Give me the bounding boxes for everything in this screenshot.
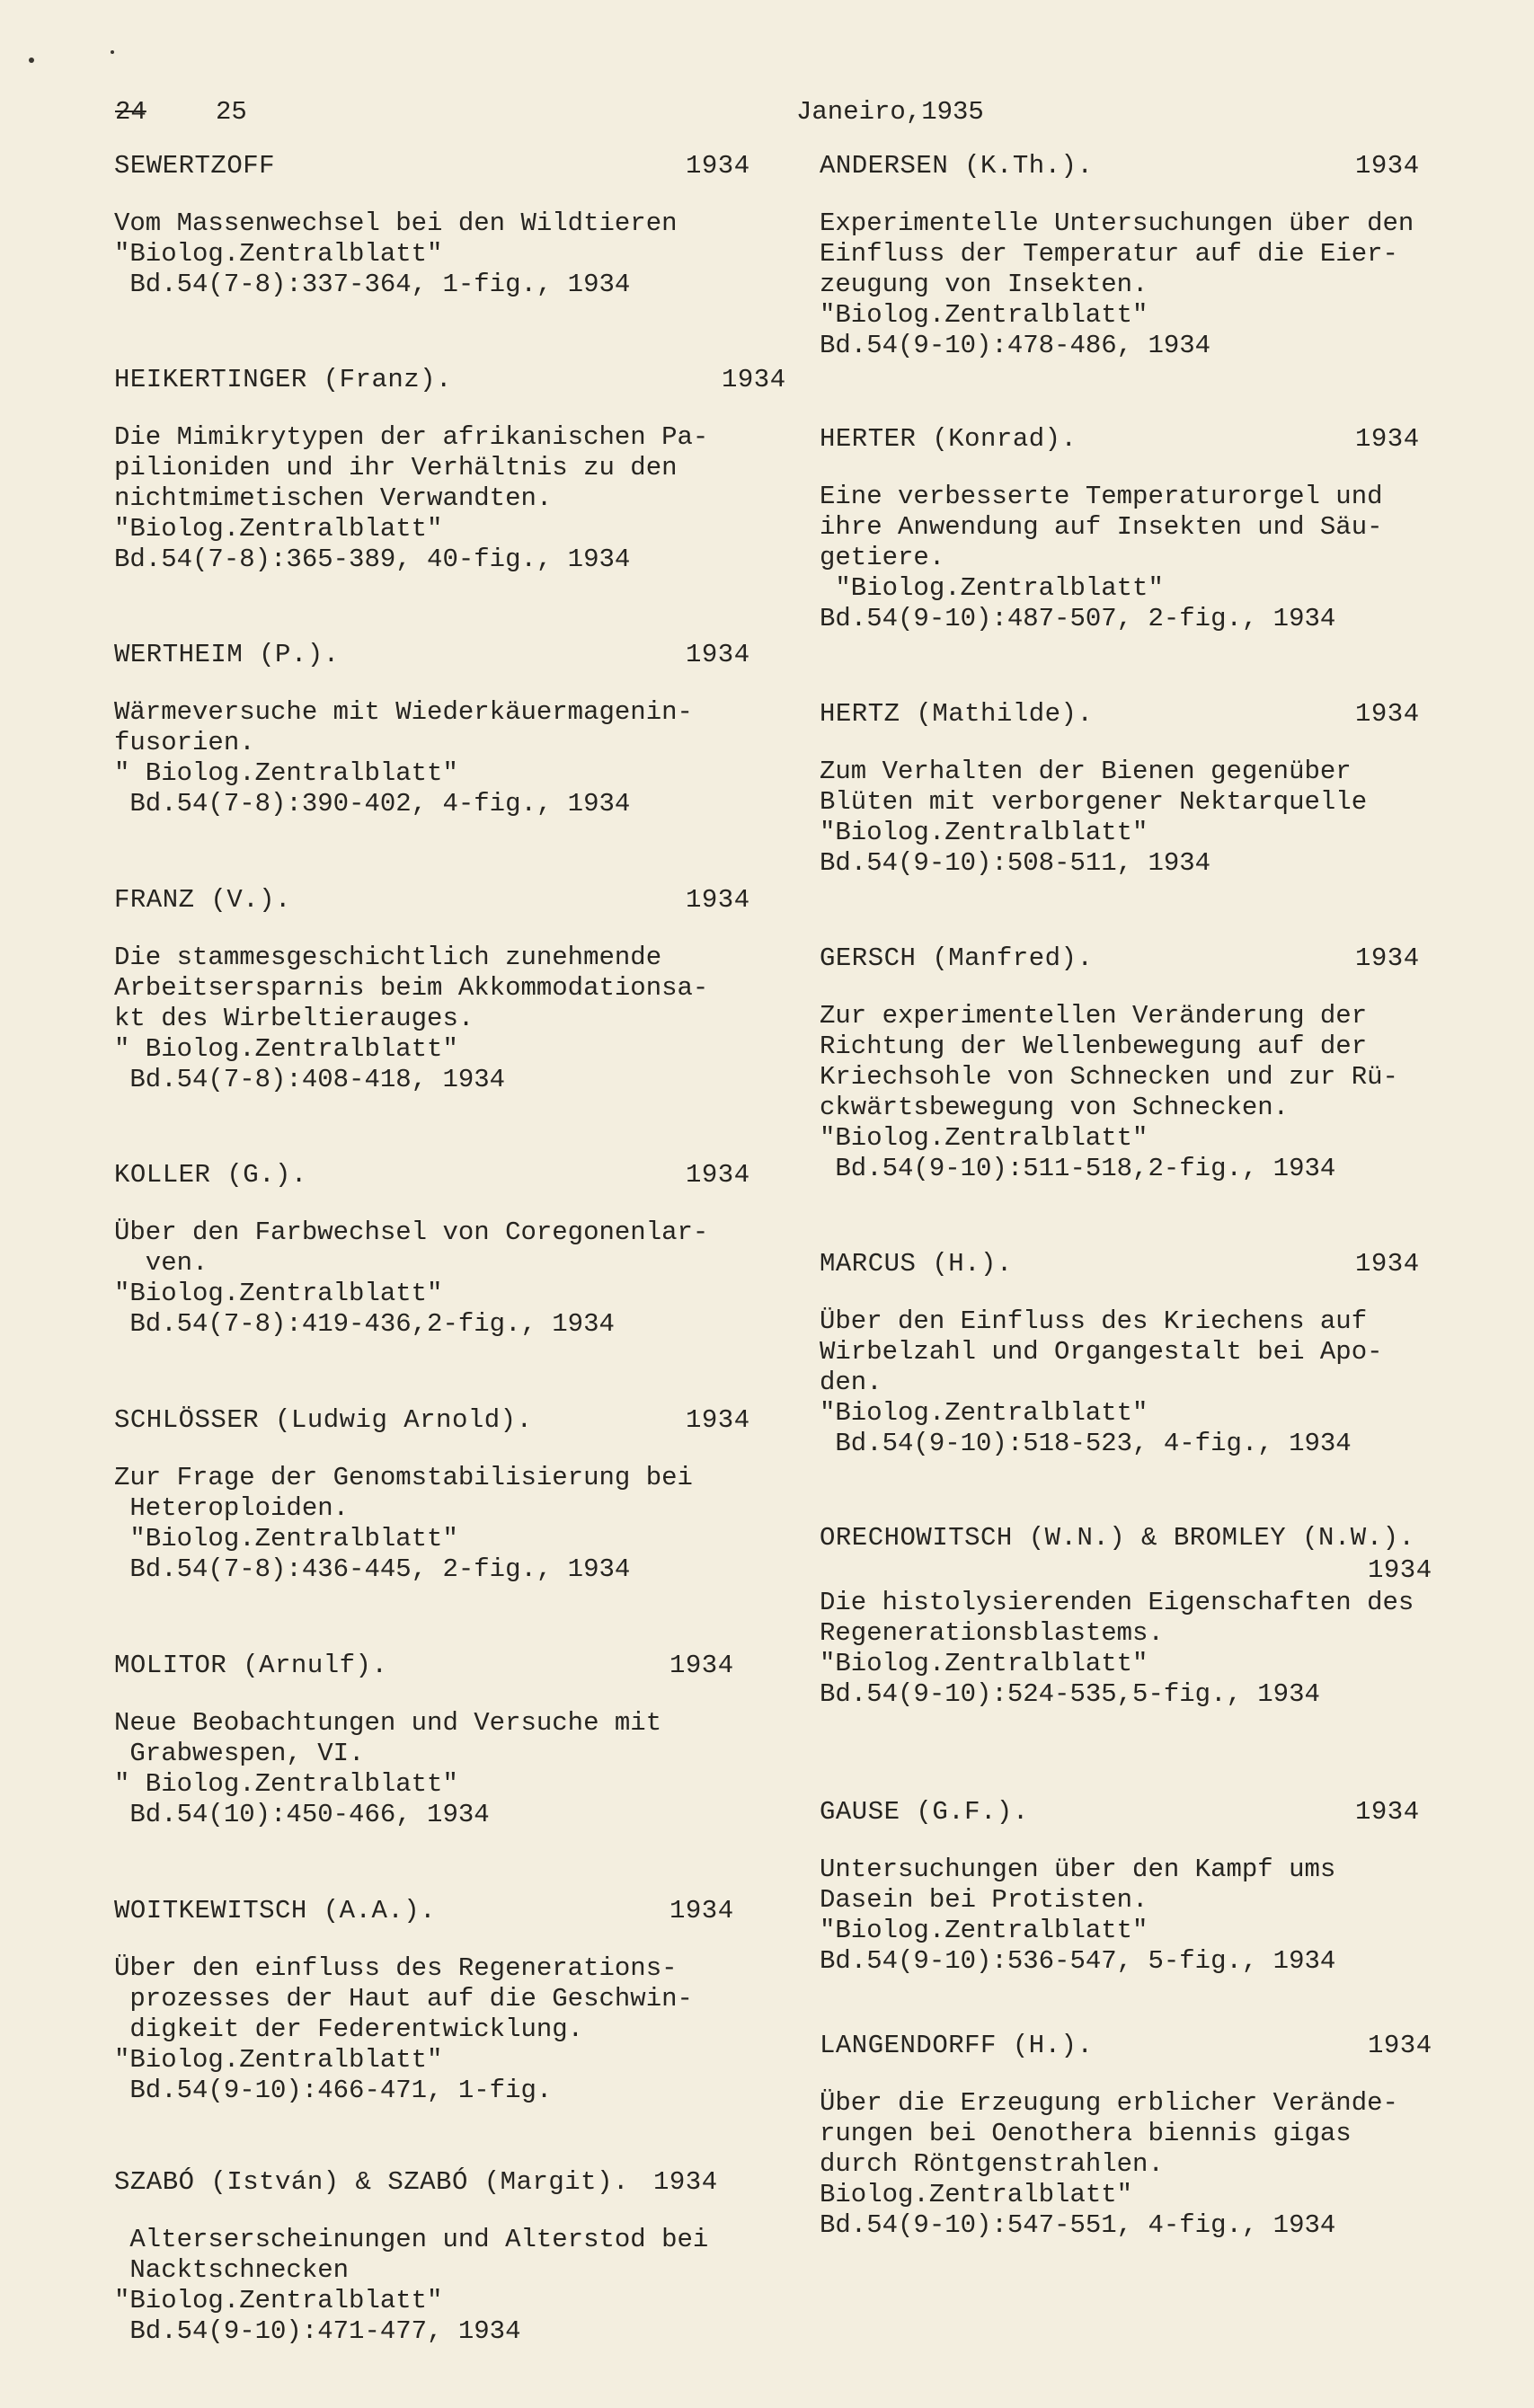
citation-line: Bd.54(7-8):365-389, 40-fig., 1934 xyxy=(114,544,631,574)
citation-line: zeugung von Insekten. xyxy=(820,270,1148,299)
citation-line: Bd.54(7-8):436-445, 2-fig., 1934 xyxy=(114,1554,631,1584)
entry-year: 1934 xyxy=(686,1405,750,1435)
citation-line: " Biolog.Zentralblatt" xyxy=(114,758,458,788)
entry-year: 1934 xyxy=(686,885,750,915)
entry-citation xyxy=(114,422,833,575)
bibliography-entry xyxy=(820,1797,1534,1977)
citation-line: durch Röntgenstrahlen. xyxy=(820,2149,1164,2179)
entry-citation xyxy=(114,1217,833,1340)
entry-year: 1934 xyxy=(1355,943,1420,973)
citation-line: Richtung der Wellenbewegung auf der xyxy=(820,1031,1368,1061)
bibliography-entry xyxy=(114,885,833,1095)
entry-author: HERTER (Konrad). xyxy=(820,424,1077,454)
entry-year: 1934 xyxy=(686,1160,750,1190)
bibliography-entry xyxy=(820,699,1534,879)
citation-line: "Biolog.Zentralblatt" xyxy=(114,1279,443,1308)
citation-line: kt des Wirbeltierauges. xyxy=(114,1004,474,1033)
entry-citation xyxy=(114,1463,833,1585)
entry-year: 1934 xyxy=(1355,424,1420,454)
page-number: 25 xyxy=(216,97,247,127)
citation-line: "Biolog.Zentralblatt" xyxy=(114,2045,443,2075)
citation-line: Bd.54(9-10):511-518,2-fig., 1934 xyxy=(820,1154,1336,1183)
entry-author: HEIKERTINGER (Franz). xyxy=(114,365,452,394)
citation-line: "Biolog.Zentralblatt" xyxy=(820,1649,1148,1678)
entry-heading xyxy=(820,1797,1534,1833)
bibliography-entry xyxy=(114,640,833,819)
entry-citation xyxy=(820,757,1534,879)
citation-line: Bd.54(9-10):478-486, 1934 xyxy=(820,331,1211,360)
citation-line: Untersuchungen über den Kampf ums xyxy=(820,1855,1336,1884)
citation-line: "Biolog.Zentralblatt" xyxy=(820,300,1148,330)
citation-line: Biolog.Zentralblatt" xyxy=(820,2180,1133,2209)
entry-heading xyxy=(114,2167,833,2203)
citation-line: Bd.54(7-8):419-436,2-fig., 1934 xyxy=(114,1309,615,1339)
citation-line: Wirbelzahl und Organgestalt bei Apo- xyxy=(820,1337,1383,1367)
entry-citation xyxy=(114,1953,833,2106)
citation-line: prozesses der Haut auf die Geschwin- xyxy=(114,1984,693,2014)
entry-heading xyxy=(114,365,833,401)
entry-year: 1934 xyxy=(1368,2031,1432,2060)
citation-line: nichtmimetischen Verwandten. xyxy=(114,483,553,513)
citation-line: "Biolog.Zentralblatt" xyxy=(114,514,443,544)
citation-line: Die stammesgeschichtlich zunehmende xyxy=(114,943,662,972)
entry-citation xyxy=(820,1855,1534,1977)
citation-line: pilioniden und ihr Verhältnis zu den xyxy=(114,453,678,482)
citation-line: Grabwespen, VI. xyxy=(114,1739,365,1768)
citation-line: " Biolog.Zentralblatt" xyxy=(114,1034,458,1064)
crossed-page-mark: 24 xyxy=(115,97,146,127)
citation-line: Zur Frage der Genomstabilisierung bei xyxy=(114,1463,693,1492)
citation-line: Bd.54(10):450-466, 1934 xyxy=(114,1800,490,1829)
bibliography-entry xyxy=(820,424,1534,634)
entry-citation xyxy=(820,208,1534,361)
citation-line: ihre Anwendung auf Insekten und Säu- xyxy=(820,512,1383,542)
entry-citation xyxy=(114,1708,833,1830)
citation-line: Über den Einfluss des Kriechens auf xyxy=(820,1306,1368,1336)
citation-line: Über den Farbwechsel von Coregonenlar- xyxy=(114,1217,709,1247)
citation-line: " Biolog.Zentralblatt" xyxy=(114,1769,458,1799)
entry-citation xyxy=(820,1588,1534,1710)
paper-speck xyxy=(29,58,34,63)
citation-line: "Biolog.Zentralblatt" xyxy=(114,239,443,269)
entry-heading xyxy=(114,885,833,921)
entry-author: SEWERTZOFF xyxy=(114,151,276,181)
bibliography-entry xyxy=(820,1249,1534,1459)
bibliography-entry xyxy=(114,1651,833,1830)
citation-line: "Biolog.Zentralblatt" xyxy=(114,1524,458,1554)
entry-citation xyxy=(820,2088,1534,2241)
entry-author: WERTHEIM (P.). xyxy=(114,640,340,669)
citation-line: Bd.54(9-10):536-547, 5-fig., 1934 xyxy=(820,1946,1336,1976)
bibliography-entry xyxy=(820,943,1534,1184)
entry-heading xyxy=(820,151,1534,187)
citation-line: Zum Verhalten der Bienen gegenüber xyxy=(820,757,1352,786)
entry-heading xyxy=(114,1651,833,1686)
citation-line: Bd.54(7-8):390-402, 4-fig., 1934 xyxy=(114,789,631,819)
entry-citation xyxy=(114,943,833,1095)
entry-author: ORECHOWITSCH (W.N.) & BROMLEY (N.W.). xyxy=(820,1523,1415,1553)
entry-author: FRANZ (V.). xyxy=(114,885,291,915)
entry-citation xyxy=(820,1001,1534,1184)
citation-line: getiere. xyxy=(820,543,945,572)
document-date: Janeiro,1935 xyxy=(796,97,984,127)
citation-line: "Biolog.Zentralblatt" xyxy=(820,1123,1148,1153)
citation-line: Bd.54(7-8):408-418, 1934 xyxy=(114,1065,506,1094)
citation-line: Bd.54(9-10):471-477, 1934 xyxy=(114,2316,521,2346)
entry-year: 1934 xyxy=(1368,1555,1432,1585)
bibliography-entry xyxy=(820,151,1534,361)
citation-line: Über die Erzeugung erblicher Verände- xyxy=(820,2088,1398,2118)
bibliography-entry xyxy=(114,151,833,300)
entry-year: 1934 xyxy=(686,151,750,181)
entry-heading xyxy=(114,1405,833,1441)
citation-line: Bd.54(9-10):518-523, 4-fig., 1934 xyxy=(820,1429,1352,1458)
citation-line: ckwärtsbewegung von Schnecken. xyxy=(820,1093,1290,1122)
entry-citation xyxy=(114,697,833,819)
citation-line: Experimentelle Untersuchungen über den xyxy=(820,208,1414,238)
entry-citation xyxy=(114,2225,833,2347)
entry-author: HERTZ (Mathilde). xyxy=(820,699,1094,729)
entry-citation xyxy=(114,208,833,300)
bibliography-entry xyxy=(820,2031,1534,2241)
bibliography-entry xyxy=(114,1896,833,2106)
entry-heading xyxy=(114,1896,833,1932)
entry-heading xyxy=(820,1523,1534,1585)
citation-line: Neue Beobachtungen und Versuche mit xyxy=(114,1708,662,1738)
citation-line: Zur experimentellen Veränderung der xyxy=(820,1001,1368,1031)
entry-heading xyxy=(820,1249,1534,1285)
entry-author: MARCUS (H.). xyxy=(820,1249,1013,1279)
entry-author: SCHLÖSSER (Ludwig Arnold). xyxy=(114,1405,533,1435)
citation-line: Über den einfluss des Regenerations- xyxy=(114,1953,678,1983)
citation-line: Nacktschnecken xyxy=(114,2255,350,2285)
entry-citation xyxy=(820,482,1534,634)
entry-author: GAUSE (G.F.). xyxy=(820,1797,1029,1827)
entry-author: ANDERSEN (K.Th.). xyxy=(820,151,1094,181)
entry-heading xyxy=(820,943,1534,979)
entry-year: 1934 xyxy=(669,1896,734,1926)
citation-line: "Biolog.Zentralblatt" xyxy=(820,573,1164,603)
citation-line: Arbeitsersparnis beim Akkommodationsa- xyxy=(114,973,709,1003)
entry-year: 1934 xyxy=(1355,1249,1420,1279)
entry-heading xyxy=(820,699,1534,735)
citation-line: Bd.54(9-10):508-511, 1934 xyxy=(820,848,1211,878)
entry-author: MOLITOR (Arnulf). xyxy=(114,1651,388,1680)
entry-year: 1934 xyxy=(653,2167,718,2197)
citation-line: "Biolog.Zentralblatt" xyxy=(820,818,1148,847)
citation-line: Alterserscheinungen und Alterstod bei xyxy=(114,2225,709,2254)
entry-author: GERSCH (Manfred). xyxy=(820,943,1094,973)
entry-year: 1934 xyxy=(669,1651,734,1680)
entry-year: 1934 xyxy=(1355,1797,1420,1827)
citation-line: Die Mimikrytypen der afrikanischen Pa- xyxy=(114,422,709,452)
citation-line: rungen bei Oenothera biennis gigas xyxy=(820,2119,1352,2148)
citation-line: Bd.54(9-10):547-551, 4-fig., 1934 xyxy=(820,2210,1336,2240)
entry-year: 1934 xyxy=(722,365,786,394)
citation-line: Bd.54(9-10):524-535,5-fig., 1934 xyxy=(820,1679,1320,1709)
citation-line: Vom Massenwechsel bei den Wildtieren xyxy=(114,208,678,238)
citation-line: den. xyxy=(820,1368,882,1397)
bibliography-entry xyxy=(114,365,833,575)
bibliography-entry xyxy=(114,1405,833,1585)
entry-heading xyxy=(820,424,1534,460)
entry-heading xyxy=(114,640,833,676)
citation-line: Bd.54(9-10):466-471, 1-fig. xyxy=(114,2076,553,2105)
bibliography-entry xyxy=(114,1160,833,1340)
entry-author: WOITKEWITSCH (A.A.). xyxy=(114,1896,437,1926)
entry-year: 1934 xyxy=(1355,699,1420,729)
citation-line: digkeit der Federentwicklung. xyxy=(114,2014,584,2044)
citation-line: "Biolog.Zentralblatt" xyxy=(820,1916,1148,1945)
entry-year: 1934 xyxy=(1355,151,1420,181)
citation-line: Bd.54(9-10):487-507, 2-fig., 1934 xyxy=(820,604,1336,633)
entry-year: 1934 xyxy=(686,640,750,669)
citation-line: Blüten mit verborgener Nektarquelle xyxy=(820,787,1368,817)
citation-line: "Biolog.Zentralblatt" xyxy=(820,1398,1148,1428)
entry-author: SZABÓ (István) & SZABÓ (Margit). xyxy=(114,2167,629,2197)
citation-line: Wärmeversuche mit Wiederkäuermagenin- xyxy=(114,697,693,727)
entry-citation xyxy=(820,1306,1534,1459)
entry-author: KOLLER (G.). xyxy=(114,1160,307,1190)
citation-line: Eine verbesserte Temperaturorgel und xyxy=(820,482,1383,511)
bibliography-entry xyxy=(820,1523,1534,1710)
paper-speck xyxy=(111,50,114,54)
citation-line: "Biolog.Zentralblatt" xyxy=(114,2286,443,2315)
citation-line: fusorien. xyxy=(114,728,255,757)
entry-heading xyxy=(114,151,833,187)
citation-line: Einfluss der Temperatur auf die Eier- xyxy=(820,239,1398,269)
citation-line: Kriechsohle von Schnecken und zur Rü- xyxy=(820,1062,1398,1092)
citation-line: Dasein bei Protisten. xyxy=(820,1885,1148,1915)
entry-heading xyxy=(114,1160,833,1196)
citation-line: Bd.54(7-8):337-364, 1-fig., 1934 xyxy=(114,270,631,299)
entry-author: LANGENDORFF (H.). xyxy=(820,2031,1094,2060)
citation-line: Regenerationsblastems. xyxy=(820,1618,1164,1648)
citation-line: Heteroploiden. xyxy=(114,1493,350,1523)
citation-line: Die histolysierenden Eigenschaften des xyxy=(820,1588,1414,1617)
entry-heading xyxy=(820,2031,1534,2067)
citation-line: ven. xyxy=(114,1248,208,1278)
bibliography-entry xyxy=(114,2167,833,2347)
